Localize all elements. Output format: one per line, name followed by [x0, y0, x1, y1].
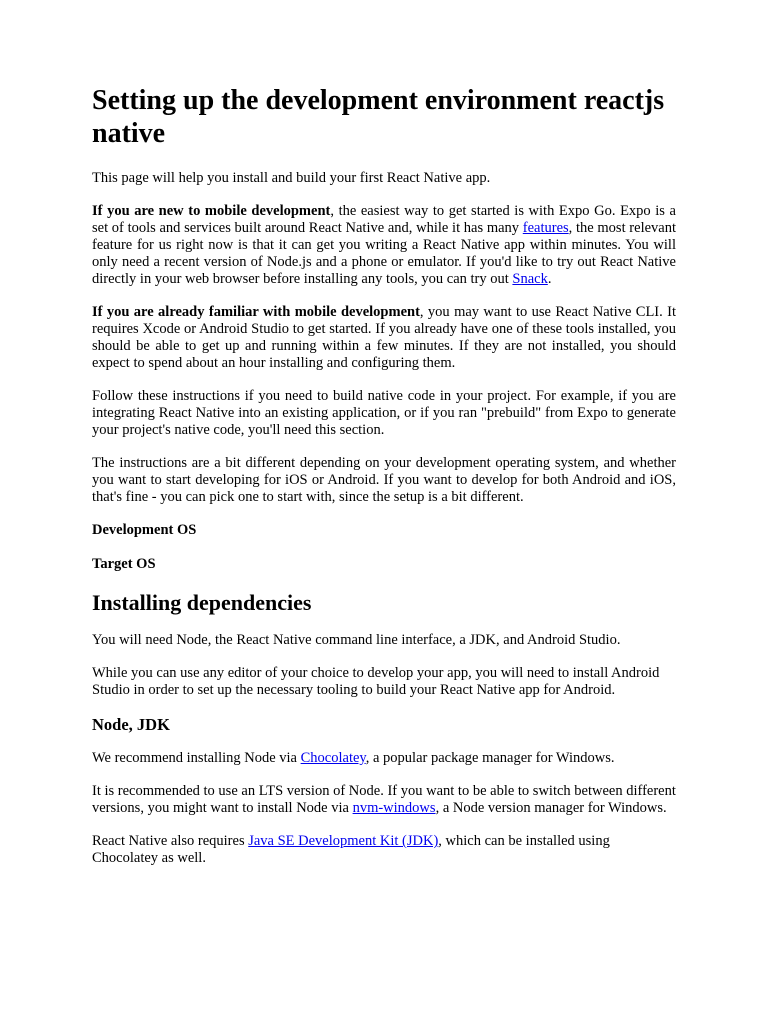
development-os-label: Development OS	[92, 522, 197, 538]
new-developer-text-a: , the easiest way to get started is with Expo Go. Expo is a set of tools and services built around React Native and, while it has many	[92, 203, 676, 236]
node-jdk-p3-text-b: , which can be installed using Chocolatey as well.	[92, 833, 610, 866]
node-jdk-paragraph-3	[92, 833, 676, 867]
instructions-differ-paragraph: The instructions are a bit different depending on your development operating system, and whether you want to start developing for iOS or Android. If you want to develop for both Android and iOS, that's fine - you can pick one to start with, since the setup is a bit different.	[92, 455, 676, 505]
familiar-developer-text: , you may want to use React Native CLI. It requires Xcode or Android Studio to get started. If you already have one of these tools installed, you should be able to get up and running within a few minutes. If they are not installed, you should expect to spend about an hour installing and configuring them.	[92, 304, 676, 371]
familiar-developer-bold: If you are already familiar with mobile development	[92, 304, 420, 320]
snack-link[interactable]: Snack	[512, 271, 548, 287]
features-link[interactable]: features	[522, 220, 569, 236]
node-jdk-heading: Node, JDK	[92, 715, 170, 734]
new-developer-text-c: .	[547, 271, 552, 287]
jdk-link[interactable]: Java SE Development Kit (JDK)	[248, 833, 439, 849]
node-jdk-paragraph-2	[92, 783, 676, 817]
node-jdk-p3-text-a: React Native also requires	[92, 833, 249, 849]
page-title: Setting up the development environment reactjs native	[92, 85, 665, 149]
intro-paragraph: This page will help you install and build your first React Native app.	[92, 170, 491, 186]
new-developer-paragraph	[92, 203, 676, 288]
new-developer-text-b: , the most relevant feature for us right now is that it can get you writing a React Native app within minutes. You will only need a recent version of Node.js and a phone or emulator. If you'd like to try out React Native directly in your web browser before installing any tools, you can try out	[92, 220, 677, 287]
node-jdk-p2-text-a: It is recommended to use an LTS version of Node. If you want to be able to switch between different versions, you might want to install Node via	[92, 783, 676, 816]
installing-paragraph-1: You will need Node, the React Native command line interface, a JDK, and Android Studio.	[92, 632, 621, 648]
node-jdk-paragraph-1	[92, 750, 676, 767]
target-os-label: Target OS	[92, 556, 156, 572]
node-jdk-p1-text-a: We recommend installing Node via	[92, 750, 301, 766]
node-jdk-p1-text-b: , a popular package manager for Windows.	[365, 750, 615, 766]
new-developer-bold: If you are new to mobile development	[92, 203, 331, 219]
chocolatey-link[interactable]: Chocolatey	[300, 750, 366, 766]
installing-paragraph-2: While you can use any editor of your choice to develop your app, you will need to install Android Studio in order to set up the necessary tooling to build your React Native app for Android.	[92, 665, 660, 698]
familiar-developer-paragraph	[92, 304, 676, 372]
node-jdk-p2-text-b: , a Node version manager for Windows.	[435, 800, 667, 816]
installing-dependencies-heading: Installing dependencies	[92, 590, 312, 615]
follow-instructions-paragraph: Follow these instructions if you need to build native code in your project. For example, if you are integrating React Native into an existing application, or if you ran "prebuild" from Expo to generate your project's native code, you'll need this section.	[92, 388, 676, 438]
nvm-windows-link[interactable]: nvm-windows	[352, 800, 436, 816]
